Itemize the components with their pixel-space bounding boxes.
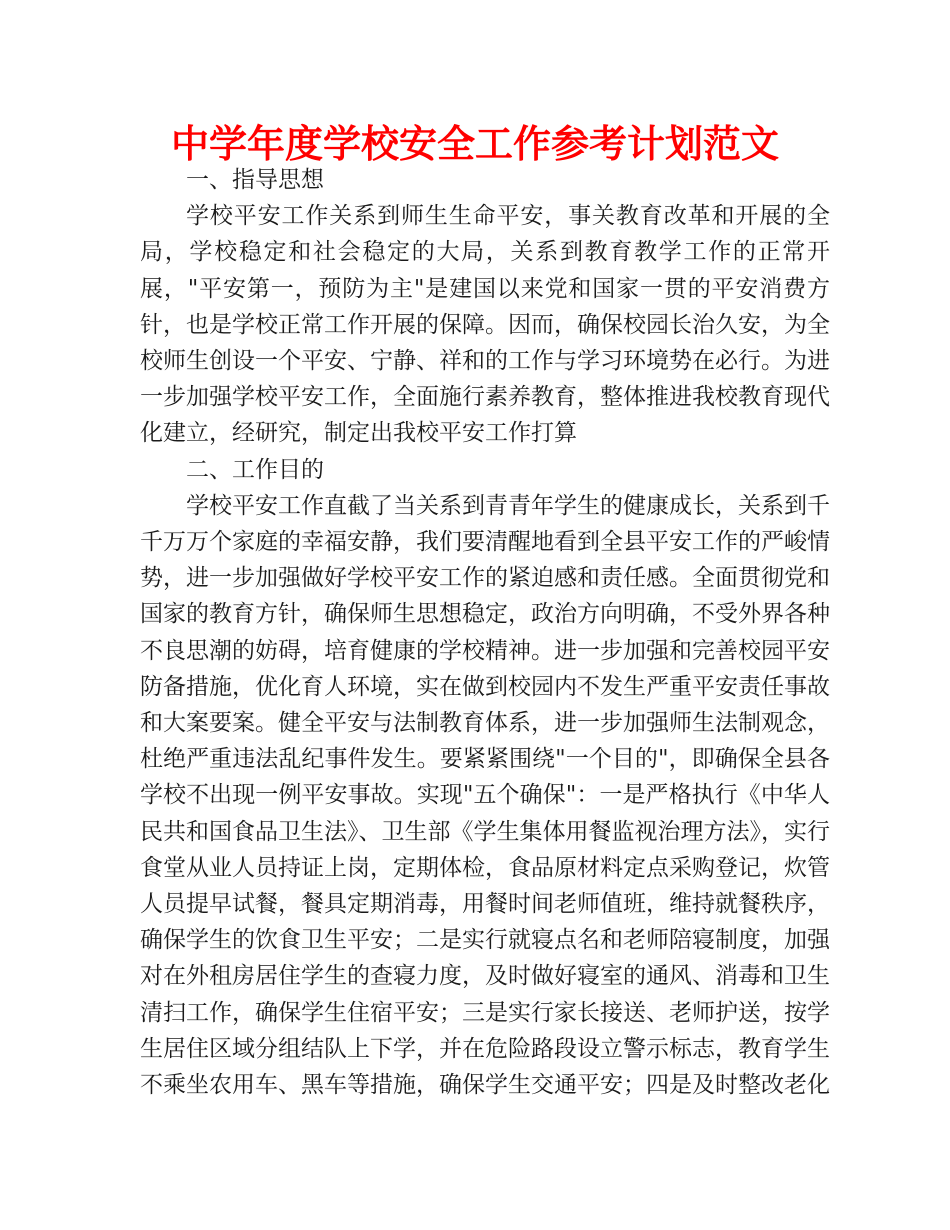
document-title: 中学年度学校安全工作参考计划范文	[170, 122, 779, 166]
section-heading-work-goals: 二、工作目的	[186, 456, 324, 483]
section-paragraph-work-goals: 学校平安工作直截了当关系到青青年学生的健康成长，关系到千千万万个家庭的幸福安静，我们要清醒地看到全县平安工作的严峻情势，进一步加强做好学校平安工作的紧迫感和责任感。全面贯彻党和国家的教育方针，确保师生思想稳定，政治方向明确，不受外界各种不良思潮的妨碍，培育健康的学校精神。进一步加强和完善校园平安防备措施，优化育人环境，实在做到校园内不发生严重平安责任事故和大案要案。健全平安与法制教育体系，进一步加强师生法制观念，杜绝严重违法乱纪事件发生。要紧紧围绕"一个目的"，即确保全县各学校不出现一例平安事故。实现"五个确保"：一是严格执行《中华人民共和国食品卫生法》、卫生部《学生集体用餐监视治理方法》，实行食堂从业人员持证上岗，定期体检，食品原材料定点采购登记，炊管人员提早试餐，餐具定期消毒，用餐时间老师值班，维持就餐秩序，确保学生的饮食卫生平安；二是实行就寝点名和老师陪寝制度，加强对在外租房居住学生的查寝力度，及时做好寝室的通风、消毒和卫生清扫工作，确保学生住宿平安；三是实行家长接送、老师护送，按学生居住区域分组结队上下学，并在危险路段设立警示标志，教育学生不乘坐农用车、黑车等措施，确保学生交通平安；四是及时整改老化	[140, 492, 830, 1099]
section-heading-guiding-ideology: 一、指导思想	[186, 167, 324, 193]
document-body	[140, 162, 830, 1103]
section-paragraph-guiding-ideology: 学校平安工作关系到师生生命平安，事关教育改革和开展的全局，学校稳定和社会稳定的大局，关系到教育教学工作的正常开展，"平安第一，预防为主"是建国以来党和国家一贯的平安消费方针，也是学校正常工作开展的保障。因而，确保校园长治久安，为全校师生创设一个平安、宁静、祥和的工作与学习环境势在必行。为进一步加强学校平安工作，全面施行素养教育，整体推进我校教育现代化建立，经研究，制定出我校平安工作打算	[140, 203, 830, 447]
